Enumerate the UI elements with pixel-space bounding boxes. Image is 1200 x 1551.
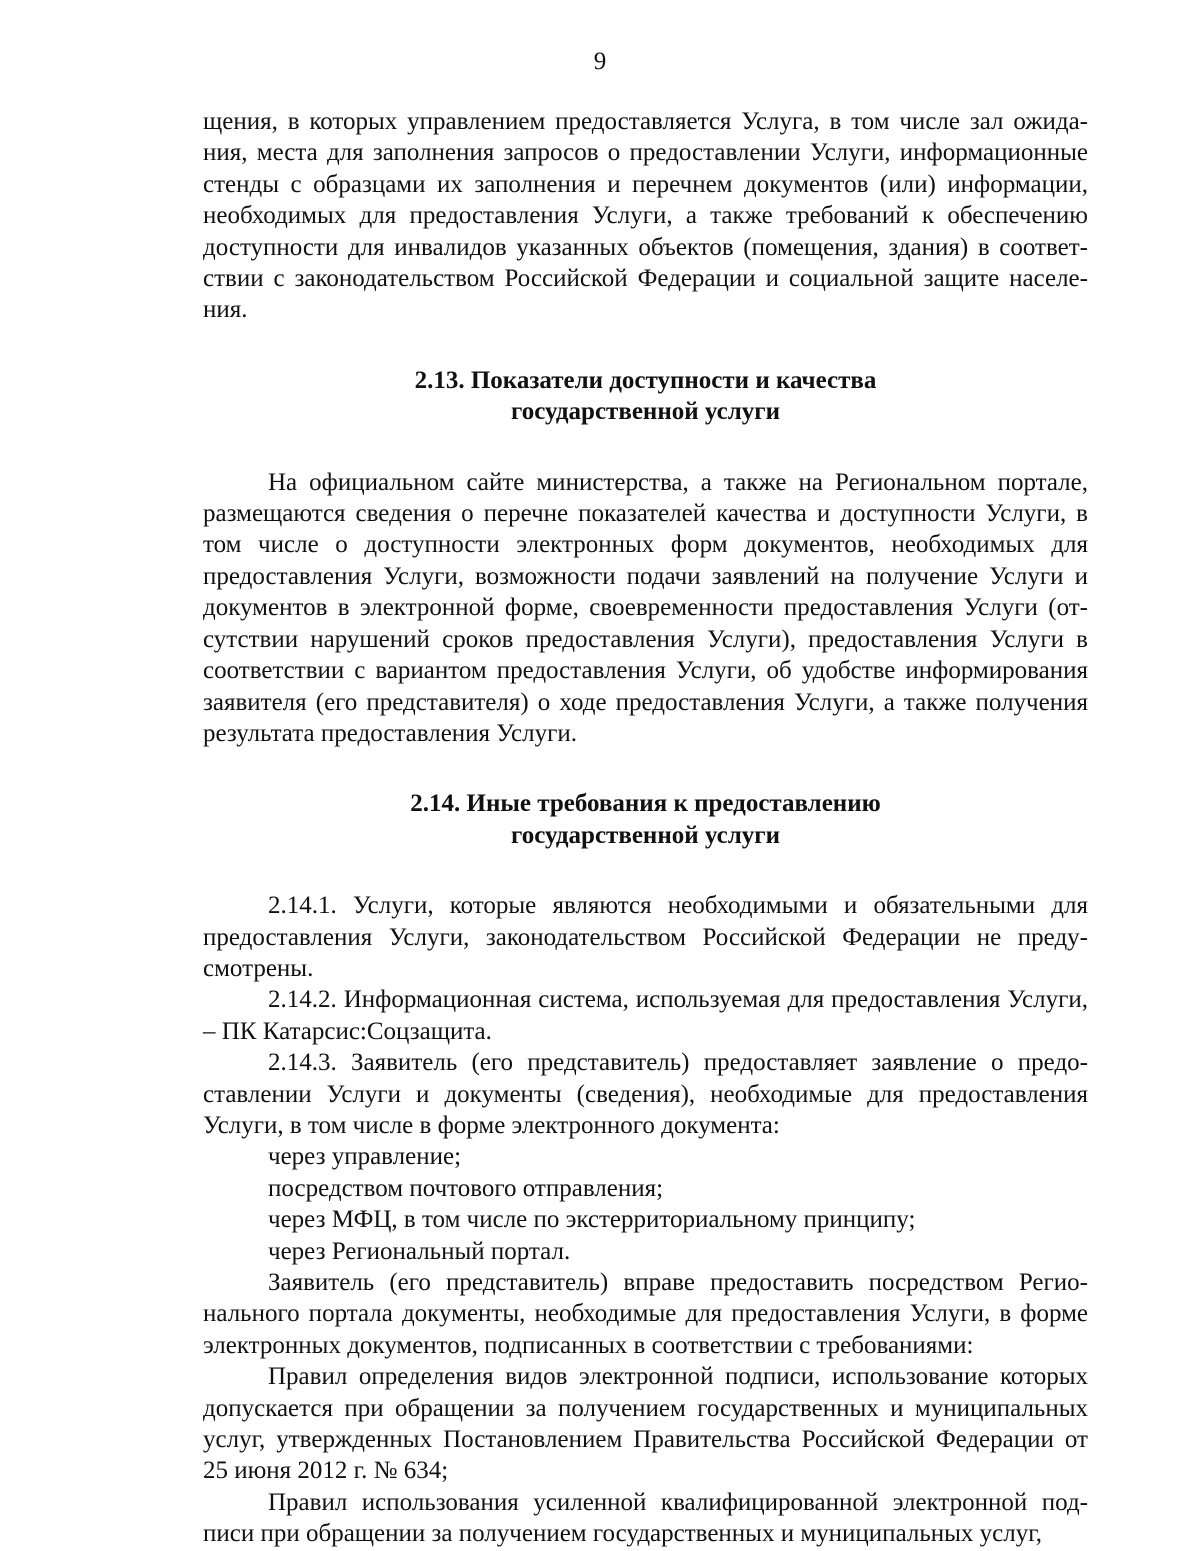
paragraph-portal-submission: Заявитель (его представитель) вправе предоставить посредством Регионального портала документы, необходимые для предоставления Услуги, в форме электронных документов, подписанных в соответствии с требованиями: — [203, 1269, 1088, 1359]
page-content — [203, 106, 1088, 1550]
paragraph-2-14-3: 2.14.3. Заявитель (его представитель) предоставляет заявление о предоставлении Услуги и документы (сведения), необходимые для предоставления Услуги, в том числе в форме электронного документа: — [203, 1049, 1088, 1139]
paragraph-qualified-signature-rules: Правил использования усиленной квалифицированной электронной подписи при обращении за получением государственных и муниципальных услуг, — [203, 1488, 1088, 1548]
section-213-heading-line1: 2.13. Показатели доступности и качества — [414, 366, 877, 394]
paragraph-signature-rules-634: Правил определения видов электронной подписи, использование которых допускается при обращении за получением государственных и муниципальных услуг, утвержденных Постановлением Правительства Российской Федерации от 25 июня 2012 г. № 634; — [203, 1363, 1088, 1485]
section-214-heading-line1: 2.14. Иные требования к предоставлению — [410, 790, 881, 818]
section-213-paragraph: На официальном сайте министерства, а также на Региональном портале, размещаются сведения о перечне показателей качества и доступности Услуги, в том числе о доступности электронных форм документов, необходимых для предоставления Услуги, возможности подачи заявлений на получение Услуги и документов в электронной форме, своевременности предоставления Услуги (отсутствии нарушений сроков предоставления Услуги), предоставления Услуги в соответствии с вариантом предоставления Услуги, об удобстве информирования заявителя (его представителя) о ходе предоставления Услуги, а также получения результата предоставления Услуги. — [203, 468, 1088, 747]
section-214-heading-line2: государственной услуги — [510, 821, 781, 849]
channel-item: через Региональный портал. — [268, 1237, 571, 1265]
channel-item: через управление; — [268, 1143, 462, 1171]
intro-paragraph: щения, в которых управлением предоставляется Услуга, в том числе зал ожидания, места для заполнения запросов о предоставлении Услуги, информационные стенды с образцами их заполнения и перечнем документов (или) информации, необходимых для предоставления Услуги, а также требований к обеспечению доступности для инвалидов указанных объектов (помещения, здания) в соответствии с законодательством Российской Федерации и социальной защите населения. — [203, 108, 1088, 324]
channel-item: через МФЦ, в том числе по экстерриториальному принципу; — [268, 1206, 916, 1234]
paragraph-2-14-2: 2.14.2. Информационная система, используемая для предоставления Услуги, – ПК Катарсис:Соцзащита. — [203, 986, 1088, 1045]
section-213-heading-line2: государственной услуги — [510, 398, 781, 426]
channel-item: посредством почтового отправления; — [268, 1174, 664, 1202]
paragraph-2-14-1: 2.14.1. Услуги, которые являются необходимыми и обязательными для предоставления Услуги, законодательством Российской Федерации не предусмотрены. — [203, 892, 1088, 982]
page-number: 9 — [593, 48, 607, 75]
